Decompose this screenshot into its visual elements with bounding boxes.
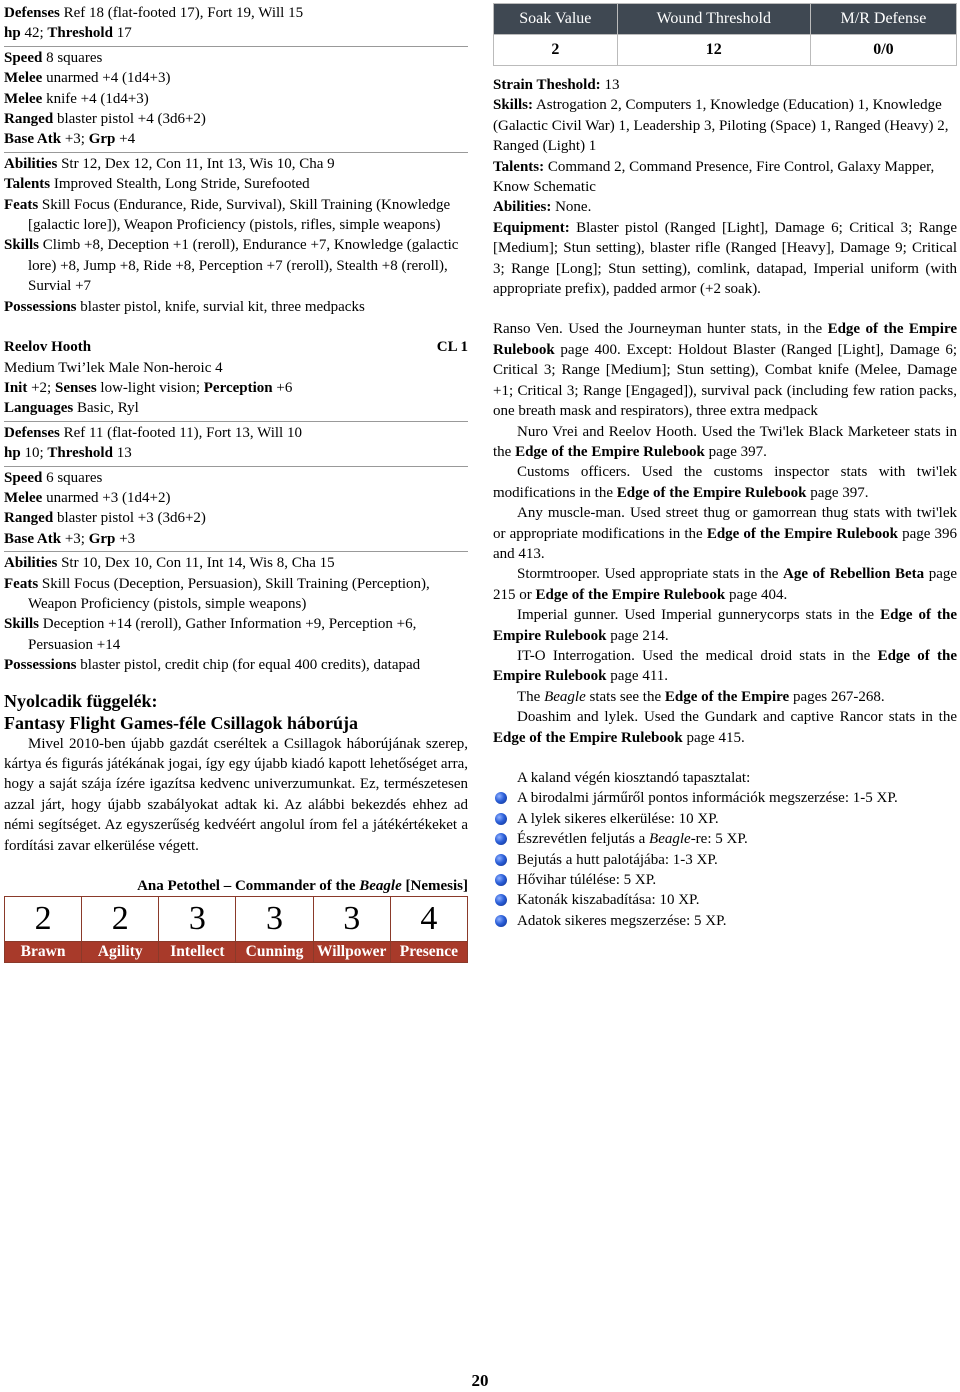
- note-customs: [493, 462, 957, 503]
- label: Defenses: [4, 5, 60, 21]
- label: Grp: [88, 530, 116, 547]
- label: Abilities:: [493, 199, 552, 216]
- value: None.: [555, 199, 592, 216]
- value: 10;: [24, 445, 44, 462]
- bullet-icon: [495, 833, 507, 845]
- xp-text: Észrevétlen feljutás a: [517, 831, 646, 848]
- label: Senses: [54, 379, 97, 396]
- xp-text: Bejutás a hutt palotájába: 1-3 XP.: [517, 851, 718, 868]
- possessions-line: [4, 655, 468, 675]
- init-line: [4, 378, 468, 398]
- label: Base Atk: [4, 131, 62, 148]
- value: Skill Focus (Endurance, Ride, Survival), Skill Training (Knowledge [galactic lore]), Weapon Proficiency (pistols, rifles, simple weapons): [28, 196, 451, 234]
- brawn-label: Brawn: [5, 942, 82, 963]
- bullet-icon: [495, 854, 507, 866]
- label: Defenses: [4, 424, 60, 441]
- label: Strain Theshold:: [493, 77, 601, 93]
- text: Any muscle-man. Used street thug or gamorrean thug stats with twi'lek or appropriate modifications in the: [493, 505, 957, 542]
- value: +3;: [64, 131, 85, 148]
- book-ref: Edge of the Empire Rulebook: [493, 321, 957, 358]
- value: Improved Stealth, Long Stride, Surefooted: [53, 176, 310, 193]
- appendix-paragraph: Mivel 2010-ben újabb gazdát cseréltek a Csillagok háborújának szerep, kártya és figurás játékának jogai, így egy újabb kiadó kapott lehetőséget arra, hogy a saját szája ízére igazítsa kedvenc univerzumunkat. Ez, természetesen azzal járt, hogy újabb szabályokat adtak ki. Az alábbi bekezdés ehhez ad némi segítséget. Az egyszerűség kedvéért angolul írom fel a játékértékeket a fordítási zavar elkerülése végett.: [4, 735, 468, 854]
- label: Skills:: [493, 97, 534, 114]
- xp-item: [493, 809, 957, 829]
- text: page 397.: [708, 443, 767, 460]
- presence-label: Presence: [390, 942, 467, 963]
- defense-value: 0/0: [810, 35, 956, 66]
- xp-text: Hővihar túlélése: 5 XP.: [517, 872, 657, 889]
- book-ref: Edge of the Empire Rulebook: [616, 484, 807, 501]
- soak-header: Soak Value: [494, 4, 618, 35]
- stat-block-reelov: [4, 337, 468, 676]
- book-ref: Edge of the Empire Rulebook: [493, 729, 683, 746]
- value: +3;: [64, 530, 85, 547]
- text: page 400. Except: Holdout Blaster (Ranged [Light], Damage 6; Critical 3; Range [Medium]; Stun setting), Combat knife (Melee, Damage +1; Critical 3; Range [Engaged]), survival pack (including few ration packs, one breath mask and respirators), three extra medpack: [493, 341, 957, 420]
- text: stats see the: [589, 688, 662, 705]
- derived-attributes-table: [493, 3, 957, 66]
- title-italic: Beagle: [359, 878, 402, 895]
- label: Melee: [4, 90, 43, 107]
- xp-list: [493, 788, 957, 931]
- value: Skill Focus (Deception, Persuasion), Skill Training (Perception), Weapon Proficiency (pistols, simple weapons): [28, 575, 430, 612]
- label: Possessions: [4, 298, 77, 315]
- book-ref: Edge of the Empire Rulebook: [535, 586, 726, 603]
- wound-value: 12: [617, 35, 810, 66]
- xp-item: [493, 788, 957, 808]
- base-atk-line: [4, 529, 468, 549]
- label: Skills: [4, 237, 40, 254]
- cunning-value: 3: [236, 897, 313, 942]
- value: blaster pistol +3 (3d6+2): [56, 510, 206, 527]
- text: Customs officers. Used the customs inspector stats with twi'lek modifications in the: [493, 464, 957, 501]
- text: Nuro Vrei and Reelov Hooth. Used the Twi'lek Black Marketeer stats in the: [493, 423, 957, 460]
- xp-item: [493, 890, 957, 910]
- intellect-label: Intellect: [159, 942, 236, 963]
- value: Blaster pistol (Ranged [Light], Damage 6; Critical 3; Range [Medium]; Stun setting), blaster rifle (Ranged [Heavy], Damage 9; Critical 3; Range [Long]; Stun setting), comlink, datapad, Imperial uniform (with appropriate prefix), padded armor (+2 soak).: [493, 219, 958, 298]
- label: Skills: [4, 616, 40, 633]
- title-tag: [Nemesis]: [405, 878, 468, 895]
- label: Base Atk: [4, 530, 62, 547]
- text: page 397.: [810, 484, 869, 501]
- note-muscle: [493, 503, 957, 564]
- strain-line: [493, 75, 957, 95]
- value: Command 2, Command Presence, Fire Control, Galaxy Mapper, Know Schematic: [493, 158, 935, 196]
- note-doashim: [493, 707, 957, 748]
- stat-block-header: [4, 337, 468, 357]
- value: 13: [116, 445, 132, 462]
- label: hp: [4, 25, 21, 42]
- stat-block-1: [4, 3, 468, 317]
- agility-label: Agility: [82, 942, 159, 963]
- label: Threshold: [47, 445, 113, 462]
- text: page 396 and 413.: [493, 525, 957, 562]
- appendix-subheading: Fantasy Flight Games-féle Csillagok háborúja: [4, 712, 358, 733]
- ana-stat-header: [4, 876, 468, 963]
- agility-value: 2: [82, 897, 159, 942]
- character-name: Reelov Hooth: [4, 339, 92, 356]
- value: 17: [116, 25, 132, 42]
- divider: [4, 421, 468, 422]
- value: +3: [119, 530, 136, 547]
- bullet-icon: [495, 894, 507, 906]
- label: Languages: [4, 400, 74, 417]
- derived-values: [494, 35, 957, 66]
- right-column: [493, 3, 957, 931]
- languages-line: [4, 398, 468, 418]
- text: page 215 or: [493, 566, 958, 603]
- label: Feats: [4, 196, 39, 213]
- value: +2;: [31, 379, 52, 396]
- value: +6: [276, 379, 293, 396]
- text: page 404.: [728, 586, 788, 603]
- text: The: [517, 688, 541, 705]
- equipment-line: [493, 218, 957, 300]
- xp-item: [493, 870, 957, 890]
- text: page 411.: [610, 668, 669, 685]
- defenses-line: [4, 3, 468, 23]
- value: blaster pistol +4 (3d6+2): [56, 111, 206, 128]
- talents-line: [493, 157, 957, 198]
- label: Equipment:: [493, 219, 570, 236]
- title-text: Ana Petothel – Commander of the: [137, 878, 356, 895]
- xp-item: [493, 850, 957, 870]
- speed-line: [4, 468, 468, 488]
- book-ref: Edge of the Empire Rulebook: [706, 525, 898, 542]
- skills-line: [4, 235, 468, 296]
- book-ref: Edge of the Empire Rulebook: [493, 607, 957, 644]
- xp-text: A lylek sikeres elkerülése: 10 XP.: [517, 810, 719, 827]
- challenge-level: CL 1: [436, 339, 468, 356]
- label: Threshold: [47, 25, 113, 42]
- note-beagle: [493, 687, 957, 707]
- label: Ranged: [4, 111, 54, 128]
- value: Ref 11 (flat-footed 11), Fort 13, Will 10: [63, 424, 302, 441]
- ship-name: Beagle: [649, 831, 691, 848]
- characteristic-values: [5, 897, 468, 942]
- label: Talents: [4, 176, 51, 193]
- note-nuro-vrei: [493, 422, 957, 463]
- value: +4: [119, 131, 136, 148]
- value: 42;: [24, 25, 44, 42]
- value: low-light vision;: [100, 379, 201, 396]
- bullet-icon: [495, 915, 507, 927]
- note-gunner: [493, 605, 957, 646]
- text: Doashim and lylek. Used the Gundark and captive Rancor stats in the: [517, 709, 957, 726]
- soak-value: 2: [494, 35, 618, 66]
- derived-headers: [494, 4, 957, 35]
- xp-item: [493, 911, 957, 931]
- text: Ranso Ven. Used the Journeyman hunter stats, in the: [493, 321, 823, 338]
- book-ref: Edge of the Empire Rulebook: [493, 647, 957, 685]
- label: Melee: [4, 70, 43, 87]
- value: unarmed +4 (1d4+3): [46, 70, 171, 87]
- willpower-label: Willpower: [313, 942, 390, 963]
- label: Grp: [88, 131, 116, 148]
- label: Abilities: [4, 555, 58, 572]
- feats-line: [4, 574, 468, 615]
- xp-item: [493, 829, 957, 849]
- bullet-icon: [495, 874, 507, 886]
- text: Imperial gunner. Used Imperial gunnerycorps stats in the: [517, 607, 875, 624]
- presence-value: 4: [390, 897, 467, 942]
- character-type: Medium Twi’lek Male Non-heroic 4: [4, 359, 223, 376]
- text: page 214.: [610, 627, 669, 644]
- value: 6 squares: [46, 469, 103, 486]
- xp-text: Adatok sikeres megszerzése: 5 XP.: [517, 912, 727, 929]
- value: Basic, Ryl: [76, 400, 139, 417]
- characteristic-labels: [5, 942, 468, 963]
- xp-intro: A kaland végén kiosztandó tapasztalat:: [517, 770, 751, 786]
- ana-title: [4, 876, 468, 896]
- value: knife +4 (1d4+3): [46, 90, 149, 107]
- ranged-line: [4, 109, 468, 129]
- note-it-o: [493, 646, 957, 687]
- appendix-heading: Nyolcadik függelék:: [4, 690, 158, 711]
- value: 13: [604, 77, 620, 93]
- intellect-value: 3: [159, 897, 236, 942]
- text: IT-O Interrogation. Used the medical droid stats in the: [517, 647, 871, 664]
- bullet-icon: [495, 813, 507, 825]
- divider: [4, 466, 468, 467]
- ship-name: Beagle: [544, 688, 586, 705]
- book-ref: Edge of the Empire Rulebook: [515, 443, 705, 460]
- value: blaster pistol, knife, survial kit, three medpacks: [80, 298, 365, 315]
- feats-line: [4, 195, 468, 236]
- label: hp: [4, 445, 21, 462]
- abilities-line: [4, 154, 468, 174]
- talents-line: [4, 174, 468, 194]
- characteristics-table: [4, 896, 468, 963]
- label: Ranged: [4, 510, 54, 527]
- skills-line: [4, 614, 468, 655]
- book-ref: Edge of the Empire: [664, 688, 790, 705]
- defenses-line: [4, 423, 468, 443]
- speed-line: [4, 48, 468, 68]
- base-atk-line: [4, 129, 468, 149]
- cunning-label: Cunning: [236, 942, 313, 963]
- label: Speed: [4, 469, 43, 486]
- value: Ref 18 (flat-footed 17), Fort 19, Will 15: [63, 5, 304, 21]
- skills-line: [493, 95, 957, 156]
- label: Feats: [4, 575, 39, 592]
- book-ref: Age of Rebellion Beta: [783, 566, 925, 583]
- value: Astrogation 2, Computers 1, Knowledge (Education) 1, Knowledge (Galactic Civil War) 1, Leadership 3, Piloting (Space) 1, Ranged (Heavy) 2, Ranged (Light) 1: [493, 97, 949, 155]
- defense-header: M/R Defense: [810, 4, 956, 35]
- appendix-section: [4, 690, 468, 856]
- text: pages 267-268.: [792, 688, 885, 705]
- text: page 415.: [686, 729, 745, 746]
- abilities-line: [493, 197, 957, 217]
- text: Stormtrooper. Used appropriate stats in the: [517, 566, 779, 583]
- value: blaster pistol, credit chip (for equal 400 credits), datapad: [80, 657, 421, 674]
- hp-line: [4, 23, 468, 43]
- note-ranso-ven: [493, 319, 957, 421]
- note-stormtrooper: [493, 564, 957, 605]
- divider: [4, 46, 468, 47]
- value: unarmed +3 (1d4+2): [46, 489, 171, 506]
- bullet-icon: [495, 792, 507, 804]
- label: Init: [4, 379, 28, 396]
- ranged-line: [4, 508, 468, 528]
- label: Talents:: [493, 158, 545, 175]
- label: Speed: [4, 49, 43, 66]
- xp-text: Katonák kiszabadítása: 10 XP.: [517, 892, 700, 909]
- value: Deception +14 (reroll), Gather Information +9, Perception +6, Persuasion +14: [28, 616, 417, 653]
- xp-text: A birodalmi járműről pontos információk megszerzése: 1-5 XP.: [517, 790, 898, 807]
- value: Str 10, Dex 10, Con 11, Int 14, Wis 8, Cha 15: [61, 555, 335, 572]
- value: Climb +8, Deception +1 (reroll), Endurance +7, Knowledge (galactic lore) +8, Jump +8, Ride +8, Perception +7 (reroll), Stealth +8 (reroll), Survial +7: [28, 237, 459, 295]
- possessions-line: [4, 297, 468, 317]
- abilities-line: [4, 553, 468, 573]
- label: Abilities: [4, 155, 58, 172]
- label: Possessions: [4, 657, 77, 674]
- left-column: [4, 3, 468, 963]
- page-number: 20: [471, 1371, 489, 1390]
- xp-text: -re: 5 XP.: [690, 831, 748, 848]
- willpower-value: 3: [313, 897, 390, 942]
- divider: [4, 152, 468, 153]
- value: 8 squares: [46, 49, 103, 66]
- brawn-value: 2: [5, 897, 82, 942]
- melee-line: [4, 68, 468, 88]
- label: Melee: [4, 489, 43, 506]
- hp-line: [4, 443, 468, 463]
- wound-header: Wound Threshold: [617, 4, 810, 35]
- melee-line: [4, 488, 468, 508]
- melee-line: [4, 89, 468, 109]
- divider: [4, 551, 468, 552]
- label: Perception: [203, 379, 273, 396]
- value: Str 12, Dex 12, Con 11, Int 13, Wis 10, Cha 9: [61, 155, 335, 172]
